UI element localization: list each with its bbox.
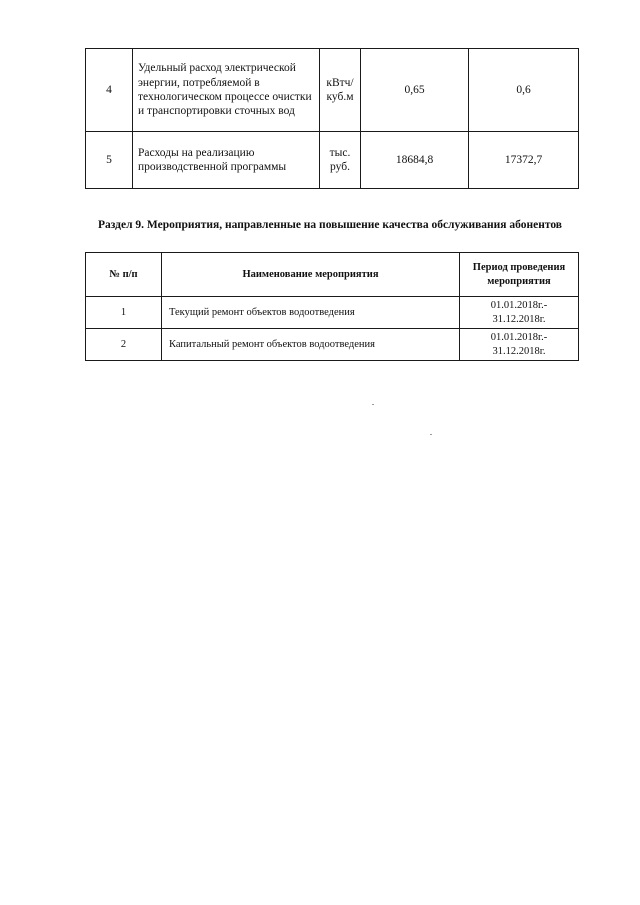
scan-speck bbox=[372, 404, 374, 405]
measures-table bbox=[85, 252, 579, 361]
row-number: 1 bbox=[86, 297, 162, 329]
measure-name: Текущий ремонт объектов водоотведения bbox=[162, 297, 460, 329]
unit-of-measure: кВтч/ куб.м bbox=[320, 49, 361, 132]
indicator-value-2: 0,6 bbox=[469, 49, 579, 132]
table-row bbox=[86, 49, 579, 132]
row-number: 5 bbox=[86, 132, 133, 189]
unit-of-measure: тыс. руб. bbox=[320, 132, 361, 189]
scan-speck bbox=[430, 434, 432, 435]
indicator-value-1: 0,65 bbox=[361, 49, 469, 132]
indicators-table-continuation bbox=[85, 48, 579, 189]
row-number: 2 bbox=[86, 329, 162, 361]
indicator-name: Удельный расход электрической энергии, потребляемой в технологическом процессе очистки и транспортировки сточных вод bbox=[133, 49, 320, 132]
row-number: 4 bbox=[86, 49, 133, 132]
measure-period: 01.01.2018г.- 31.12.2018г. bbox=[460, 297, 579, 329]
indicator-name: Расходы на реализацию производственной программы bbox=[133, 132, 320, 189]
measure-period: 01.01.2018г.- 31.12.2018г. bbox=[460, 329, 579, 361]
measure-name: Капитальный ремонт объектов водоотведения bbox=[162, 329, 460, 361]
indicator-value-2: 17372,7 bbox=[469, 132, 579, 189]
header-period: Период проведения мероприятия bbox=[460, 253, 579, 297]
table-row bbox=[86, 132, 579, 189]
table-header-row bbox=[86, 253, 579, 297]
header-number: № п/п bbox=[86, 253, 162, 297]
table-row bbox=[86, 297, 579, 329]
header-measure-name: Наименование мероприятия bbox=[162, 253, 460, 297]
section-title: Раздел 9. Мероприятия, направленные на повышение качества обслуживания абонентов bbox=[97, 219, 562, 231]
indicator-value-1: 18684,8 bbox=[361, 132, 469, 189]
table-row bbox=[86, 329, 579, 361]
